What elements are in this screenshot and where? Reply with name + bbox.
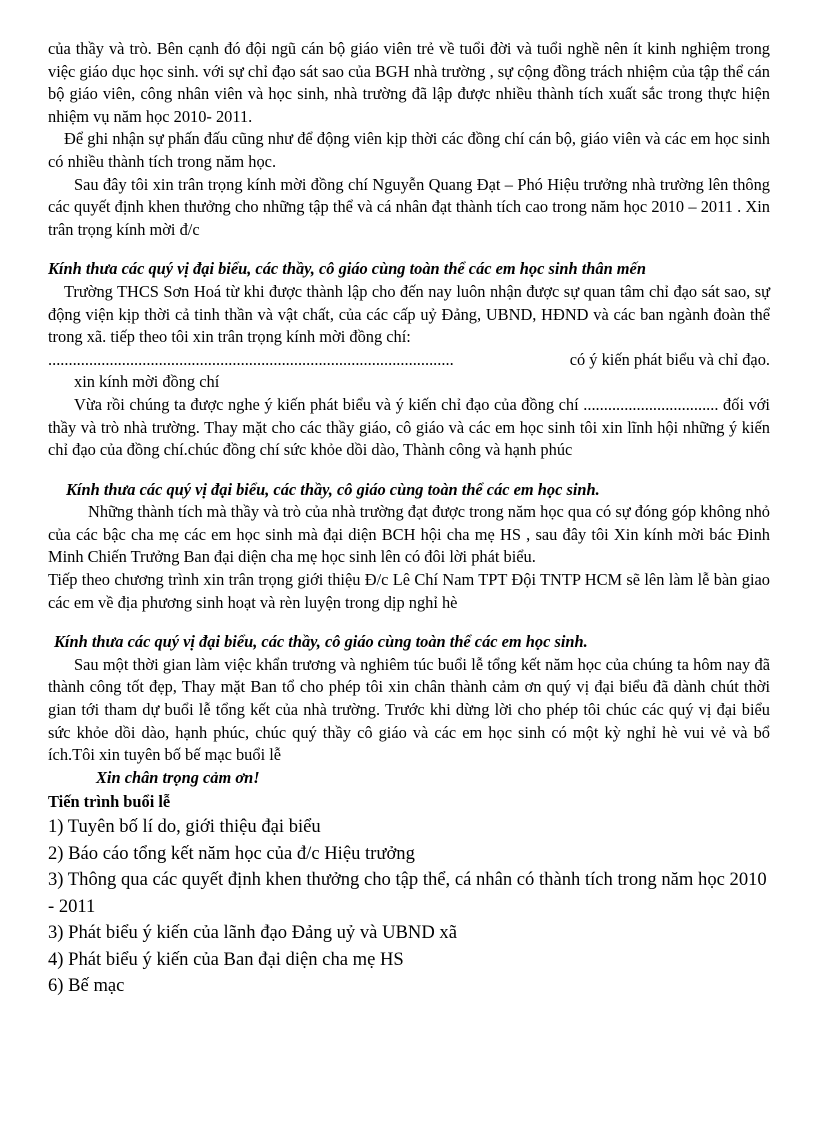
section-1-paragraph-2: xin kính mời đồng chí xyxy=(74,372,220,392)
dotted-line-text: có ý kiến phát biểu và chỉ đạo. xyxy=(569,349,770,369)
section-3-heading: Kính thưa các quý vị đại biểu, các thầy, cô giáo cùng toàn thể các em học sinh. xyxy=(54,632,588,652)
list-item: 1) Tuyên bố lí do, giới thiệu đại biểu xyxy=(48,816,321,837)
list-item: 4) Phát biểu ý kiến của Ban đại diện cha mẹ HS xyxy=(48,948,404,970)
section-2-heading: Kính thưa các quý vị đại biểu, các thầy, cô giáo cùng toàn thể các em học sinh. xyxy=(66,479,600,499)
section-2-paragraph-1: Những thành tích mà thầy và trò của nhà trường đạt được trong năm học qua có sự đóng góp không nhỏ của các bậc cha mẹ các em học sinh mà đại diện BCH hội cha mẹ HS , sau đây tôi Xin kính mời bác Đinh Minh Chiến Trưởng Ban đại diện cha mẹ học sinh lên có đôi lời phát biểu. xyxy=(48,502,770,567)
spacer xyxy=(48,462,770,479)
section-1-paragraph-1: Trường THCS Sơn Hoá từ khi được thành lập cho đến nay luôn nhận được sự quan tâm chỉ đạo sát sao, sự động viện kịp thời cả tinh thần và vật chất, của các cấp uỷ Đảng, UBND, HĐND và các ban ngành đoàn thể trong xã. tiếp theo tôi xin trân trọng kính mời đồng chí: xyxy=(48,281,770,347)
dotted-placeholder: ................................................................................................... xyxy=(48,349,454,369)
section-2-paragraph-2: Tiếp theo chương trình xin trân trọng giới thiệu Đ/c Lê Chí Nam TPT Đội TNTP HCM sẽ lên làm lễ bàn giao các em về địa phương sinh hoạt và rèn luyện trong dịp nghỉ hè xyxy=(48,570,770,612)
list-item: 3) Thông qua các quyết định khen thưởng cho tập thể, cá nhân có thành tích trong năm học 2010 - 2011 xyxy=(48,869,767,917)
list-item: 2) Báo cáo tổng kết năm học của đ/c Hiệu trưởng xyxy=(48,842,415,864)
program-list xyxy=(48,814,770,1000)
list-item: 6) Bế mạc xyxy=(48,975,125,996)
spacer xyxy=(48,241,770,258)
program-title: Tiến trình buổi lễ xyxy=(48,792,171,812)
section-1-heading: Kính thưa các quý vị đại biểu, các thầy, cô giáo cùng toàn thể các em học sinh thân mến xyxy=(48,259,646,279)
intro-paragraph-2: Để ghi nhận sự phấn đấu cũng như để động viên kịp thời các đồng chí cán bộ, giáo viên và các em học sinh có nhiều thành tích trong năm học. xyxy=(48,129,770,171)
intro-paragraph-3: Sau đây tôi xin trân trọng kính mời đồng chí Nguyễn Quang Đạt – Phó Hiệu trưởng nhà trường lên thông các quyết định khen thưởng cho những tập thể và cá nhân đạt thành tích cao trong năm học 2010 – 2011 . Xin trân trọng kính mời đ/c xyxy=(48,174,770,239)
section-1-paragraph-3: Vừa rồi chúng ta được nghe ý kiến phát biểu và ý kiến chỉ đạo của đồng chí ................................. đối với thầy và trò nhà trường. Thay mặt cho các thầy giáo, cô giáo và các em học sinh tôi xin lĩnh hội những ý kiến chỉ đạo của đồng chí.chúc đồng chí sức khỏe dồi dào, Thành công và hạnh phúc xyxy=(48,394,770,460)
list-item: 3) Phát biểu ý kiến của lãnh đạo Đảng uỷ và UBND xã xyxy=(48,922,457,943)
spacer xyxy=(48,614,770,631)
document-page xyxy=(48,38,770,1000)
section-1-dotted-line xyxy=(48,349,770,372)
closing-thanks: Xin chân trọng cảm ơn! xyxy=(96,767,260,787)
intro-paragraph-1: của thầy và trò. Bên cạnh đó đội ngũ cán bộ giáo viên trẻ về tuổi đời và tuổi nghề nên ít kinh nghiệm trong việc giáo dục học sinh. với sự chỉ đạo sát sao của BGH nhà trường , sự cộng đồng trách nhiệm của tập thể cán bộ giáo viên, công nhân viên và học sinh, nhà trường đã lập được nhiều thành tích xuất sắc trong thực hiện nhiệm vụ năm học 2010- 2011. xyxy=(48,39,770,126)
section-3-paragraph-1: Sau một thời gian làm việc khẩn trương và nghiêm túc buổi lễ tổng kết năm học của chúng ta hôm nay đã thành công tốt đẹp, Thay mặt Ban tổ cho phép tôi xin chân thành cảm ơn quý vị đại biểu đã dành chút thời gian tới tham dự buổi lễ tổng kết của nhà trường. Trước khi dừng lời cho phép tôi chúc các quý vị đại biểu sức khỏe dồi dào, hạnh phúc, chúc quý thầy cô giáo và các em học sinh có một kỳ nghỉ hè vui vẻ và bổ ích.Tôi xin tuyên bố bế mạc buổi lễ xyxy=(48,654,770,765)
